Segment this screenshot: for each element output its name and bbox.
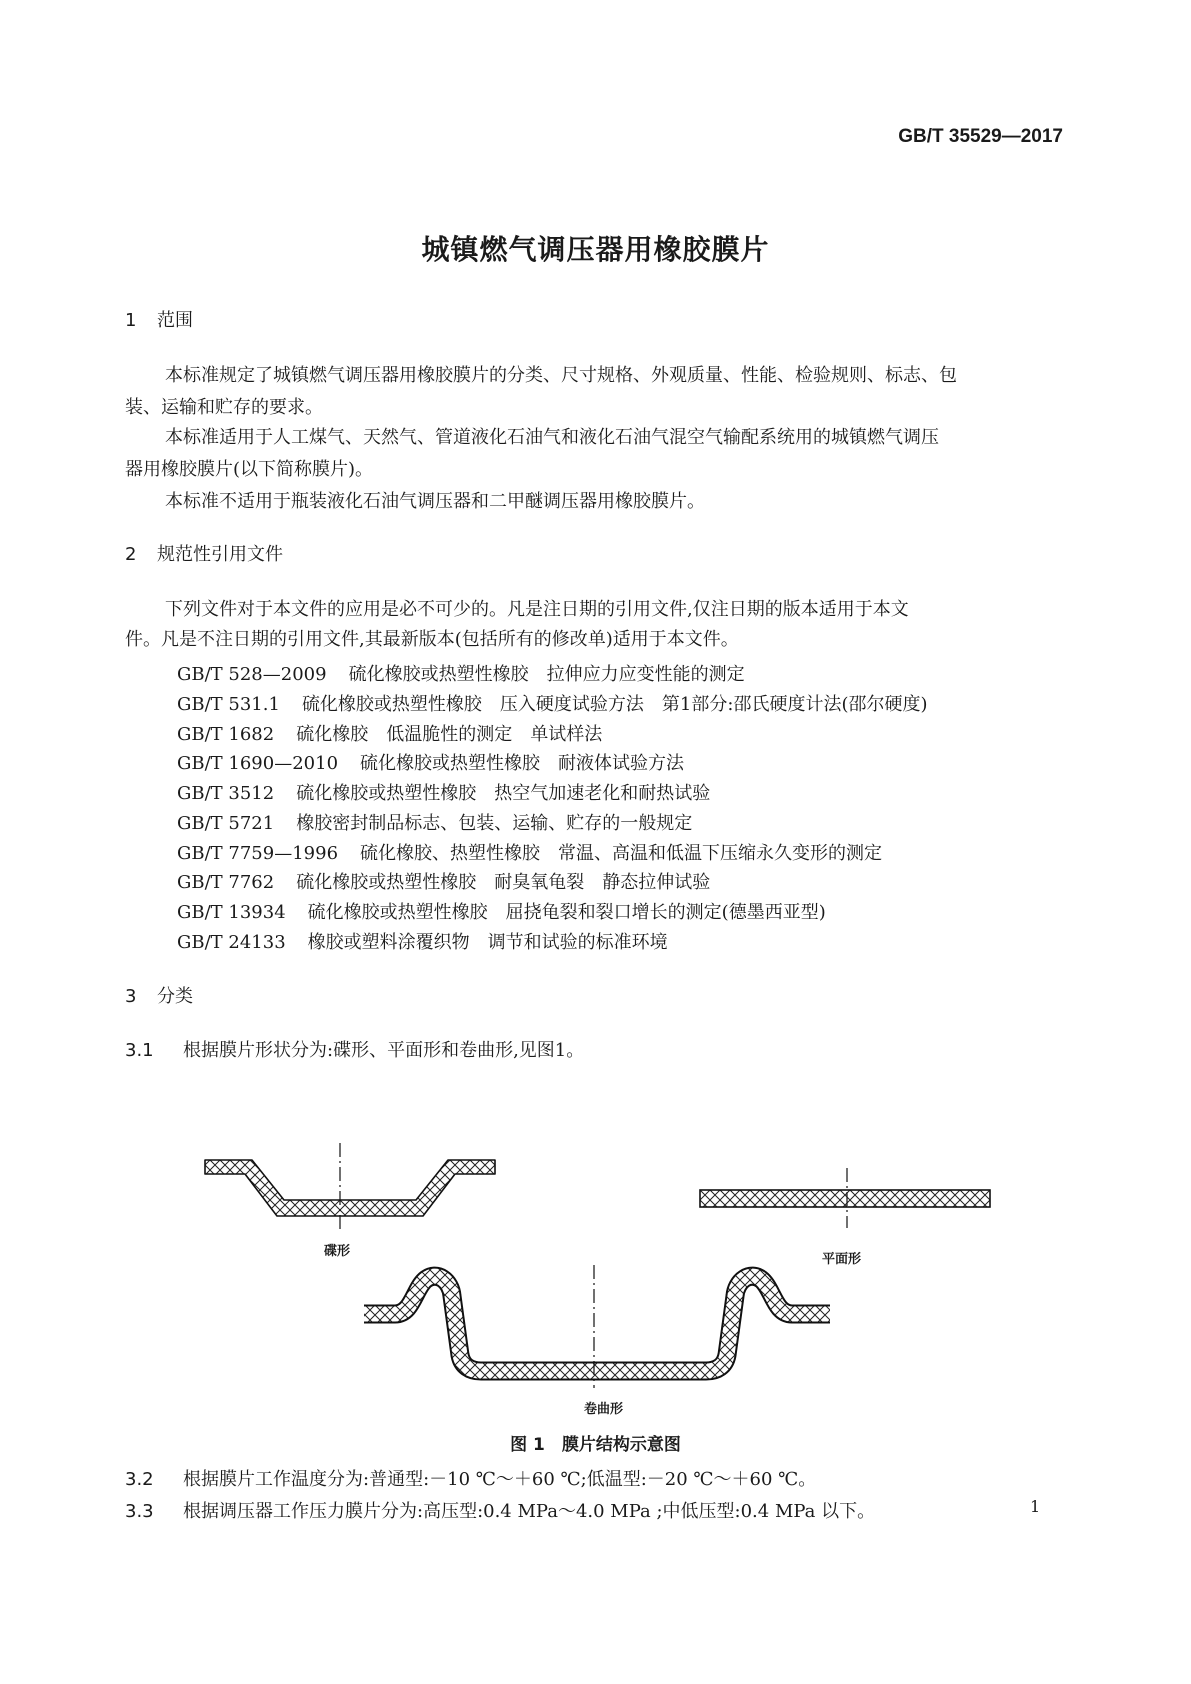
clause-number: 3.1	[125, 1040, 154, 1061]
section-3-heading	[125, 982, 193, 1008]
scope-paragraph-2-line-2: 器用橡胶膜片(以下简称膜片)。	[125, 459, 374, 480]
reference-title: 硫化橡胶或热塑性橡胶 压入硬度试验方法 第1部分:邵氏硬度计法(邵尔硬度)	[301, 694, 928, 715]
reference-item	[177, 868, 710, 894]
reference-item	[177, 928, 668, 954]
section-number: 3	[125, 986, 137, 1007]
curled-membrane-shape	[364, 1265, 830, 1388]
clause-3-1	[125, 1036, 584, 1062]
clause-text: 根据膜片形状分为:碟形、平面形和卷曲形,见图1。	[183, 1040, 585, 1061]
section-title: 范围	[157, 310, 193, 331]
reference-item	[177, 749, 684, 775]
figure-caption: 图 1 膜片结构示意图	[510, 1435, 681, 1455]
section-1-heading	[125, 306, 193, 332]
section-2-heading	[125, 540, 283, 566]
clause-text: 根据膜片工作温度分为:普通型:－10 ℃～＋60 ℃;低温型:－20 ℃～＋60 ℃。	[183, 1469, 817, 1490]
clause-text: 根据调压器工作压力膜片分为:高压型:0.4 MPa～4.0 MPa ;中低压型:0.4 MPa 以下。	[183, 1501, 876, 1522]
reference-code: GB/T 1682	[177, 724, 275, 745]
scope-paragraph-1-line-2: 装、运输和贮存的要求。	[125, 397, 323, 418]
section-title: 分类	[157, 986, 193, 1007]
reference-item	[177, 839, 882, 865]
figure-label-flat: 平面形	[822, 1252, 862, 1267]
reference-code: GB/T 1690—2010	[177, 753, 339, 774]
reference-title: 橡胶密封制品标志、包装、运输、贮存的一般规定	[296, 813, 693, 834]
section-number: 1	[125, 310, 137, 331]
reference-title: 硫化橡胶或热塑性橡胶 耐臭氧龟裂 静态拉伸试验	[296, 872, 711, 893]
scope-paragraph-3: 本标准不适用于瓶装液化石油气调压器和二甲醚调压器用橡胶膜片。	[165, 491, 705, 512]
reference-item	[177, 660, 745, 686]
reference-item	[177, 809, 692, 835]
clause-3-3	[125, 1497, 875, 1523]
reference-code: GB/T 24133	[177, 932, 286, 953]
reference-item	[177, 898, 826, 924]
reference-item	[177, 779, 710, 805]
figure-1-diagram	[0, 1060, 1191, 1430]
page-number: 1	[1030, 1497, 1041, 1516]
figure-label-curl: 卷曲形	[584, 1402, 624, 1417]
figure-label-dish: 碟形	[324, 1244, 351, 1259]
reference-code: GB/T 7762	[177, 872, 275, 893]
flat-membrane-shape	[700, 1168, 990, 1228]
clause-number: 3.3	[125, 1501, 154, 1522]
reference-item	[177, 720, 602, 746]
reference-title: 硫化橡胶或热塑性橡胶 耐液体试验方法	[360, 753, 685, 774]
reference-title: 硫化橡胶 低温脆性的测定 单试样法	[296, 724, 603, 745]
scope-paragraph-1-line-1: 本标准规定了城镇燃气调压器用橡胶膜片的分类、尺寸规格、外观质量、性能、检验规则、标志、包	[165, 365, 957, 386]
reference-title: 硫化橡胶或热塑性橡胶 热空气加速老化和耐热试验	[296, 783, 711, 804]
reference-code: GB/T 531.1	[177, 694, 280, 715]
reference-code: GB/T 5721	[177, 813, 275, 834]
section-number: 2	[125, 544, 137, 565]
reference-item	[177, 690, 928, 716]
document-title: 城镇燃气调压器用橡胶膜片	[421, 233, 770, 266]
scope-paragraph-2-line-1: 本标准适用于人工煤气、天然气、管道液化石油气和液化石油气混空气输配系统用的城镇燃气调压	[165, 427, 939, 448]
reference-code: GB/T 7759—1996	[177, 843, 339, 864]
reference-title: 硫化橡胶或热塑性橡胶 拉伸应力应变性能的测定	[348, 664, 745, 685]
section-title: 规范性引用文件	[157, 544, 283, 565]
standard-code: GB/T 35529—2017	[898, 126, 1063, 147]
reference-code: GB/T 3512	[177, 783, 275, 804]
clause-3-2	[125, 1465, 816, 1491]
reference-title: 硫化橡胶、热塑性橡胶 常温、高温和低温下压缩永久变形的测定	[360, 843, 883, 864]
reference-code: GB/T 528—2009	[177, 664, 327, 685]
reference-title: 橡胶或塑料涂覆织物 调节和试验的标准环境	[307, 932, 668, 953]
reference-code: GB/T 13934	[177, 902, 286, 923]
reference-title: 硫化橡胶或热塑性橡胶 屈挠龟裂和裂口增长的测定(德墨西亚型)	[307, 902, 826, 923]
normative-intro-line-1: 下列文件对于本文件的应用是必不可少的。凡是注日期的引用文件,仅注日期的版本适用于本文	[165, 599, 909, 620]
clause-number: 3.2	[125, 1469, 154, 1490]
dish-membrane-shape	[205, 1143, 495, 1232]
normative-intro-line-2: 件。凡是不注日期的引用文件,其最新版本(包括所有的修改单)适用于本文件。	[125, 629, 739, 650]
